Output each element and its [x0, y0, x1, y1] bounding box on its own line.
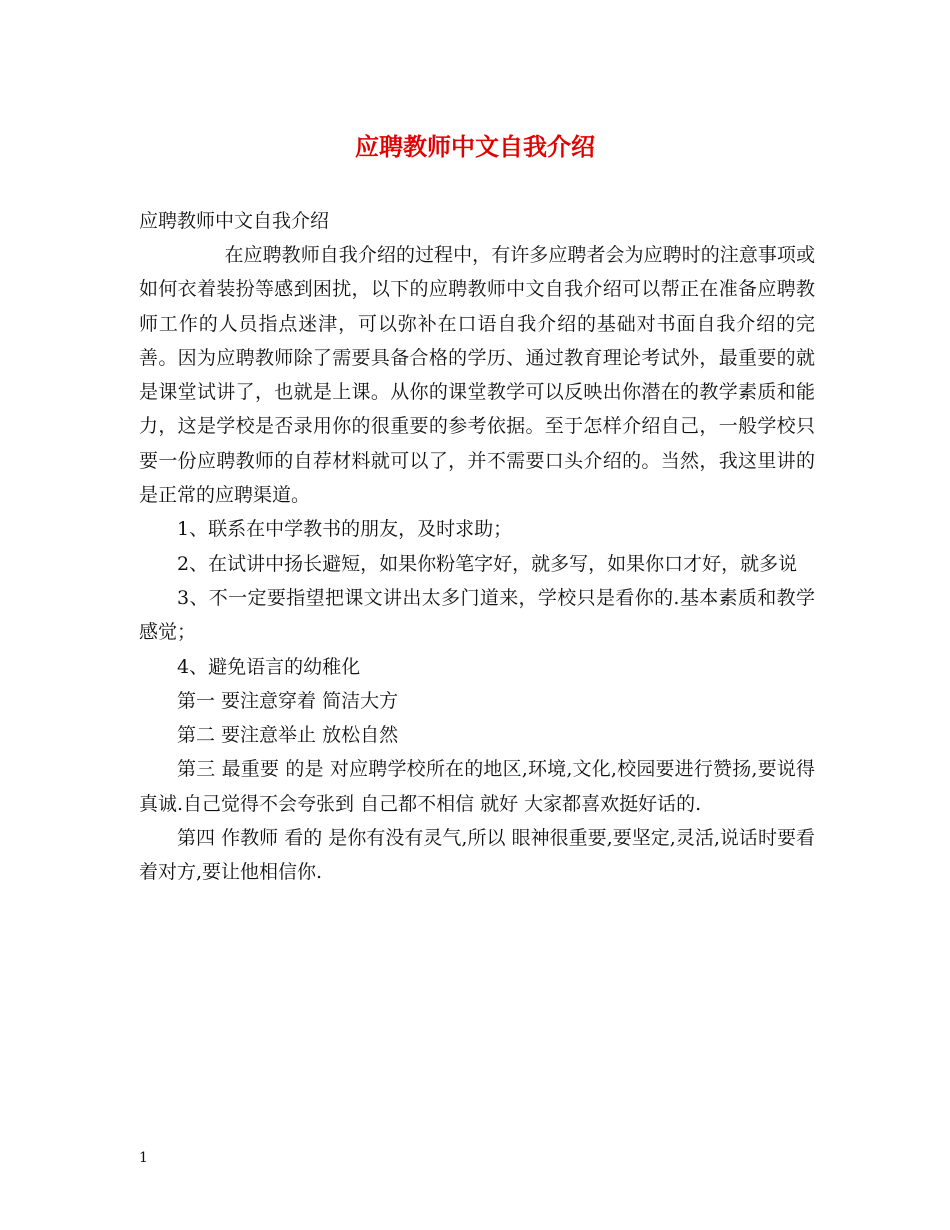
- tip-paragraph-2: 2、在试讲中扬长避短，如果你粉笔字好，就多写，如果你口才好，就多说: [177, 552, 798, 575]
- document-subtitle: 应聘教师中文自我介绍: [139, 210, 330, 232]
- tip-paragraph-3: 3、不一定要指望把课文讲出太多门道来，学校只是看你的.基本素质和教学感觉；: [139, 586, 815, 644]
- tip-paragraph-1: 1、联系在中学教书的朋友，及时求助；: [177, 518, 513, 541]
- document-body: [139, 238, 815, 890]
- tip-paragraph-4: 4、避免语言的幼稚化: [177, 655, 361, 678]
- point-paragraph-1: 第一 要注意穿着 简洁大方: [177, 689, 399, 712]
- intro-paragraph: 在应聘教师自我介绍的过程中，有许多应聘者会为应聘时的注意事项或如何衣着装扮等感到困扰，以下的应聘教师中文自我介绍可以帮正在准备应聘教师工作的人员指点迷津，可以弥补在口语自我介绍的基础对书面自我介绍的完善。因为应聘教师除了需要具备合格的学历、通过教育理论考试外，最重要的就是课堂试讲了，也就是上课。从你的课堂教学可以反映出你潜在的教学素质和能力，这是学校是否录用你的很重要的参考依据。至于怎样介绍自己，一般学校只要一份应聘教师的自荐材料就可以了，并不需要口头介绍的。当然，我这里讲的是正常的应聘渠道。: [139, 244, 815, 507]
- point-paragraph-4: 第四 作教师 看的 是你有没有灵气,所以 眼神很重要,要坚定,灵活,说话时要看着对方,要让他相信你.: [139, 827, 815, 884]
- point-paragraph-2: 第二 要注意举止 放松自然: [177, 724, 399, 747]
- document-title: 应聘教师中文自我介绍: [355, 132, 595, 161]
- point-paragraph-3: 第三 最重要 的是 对应聘学校所在的地区,环境,文化,校园要进行赞扬,要说得真诚.自己觉得不会夸张到 自己都不相信 就好 大家都喜欢挺好话的.: [139, 758, 815, 815]
- page-number: 1: [139, 1150, 148, 1166]
